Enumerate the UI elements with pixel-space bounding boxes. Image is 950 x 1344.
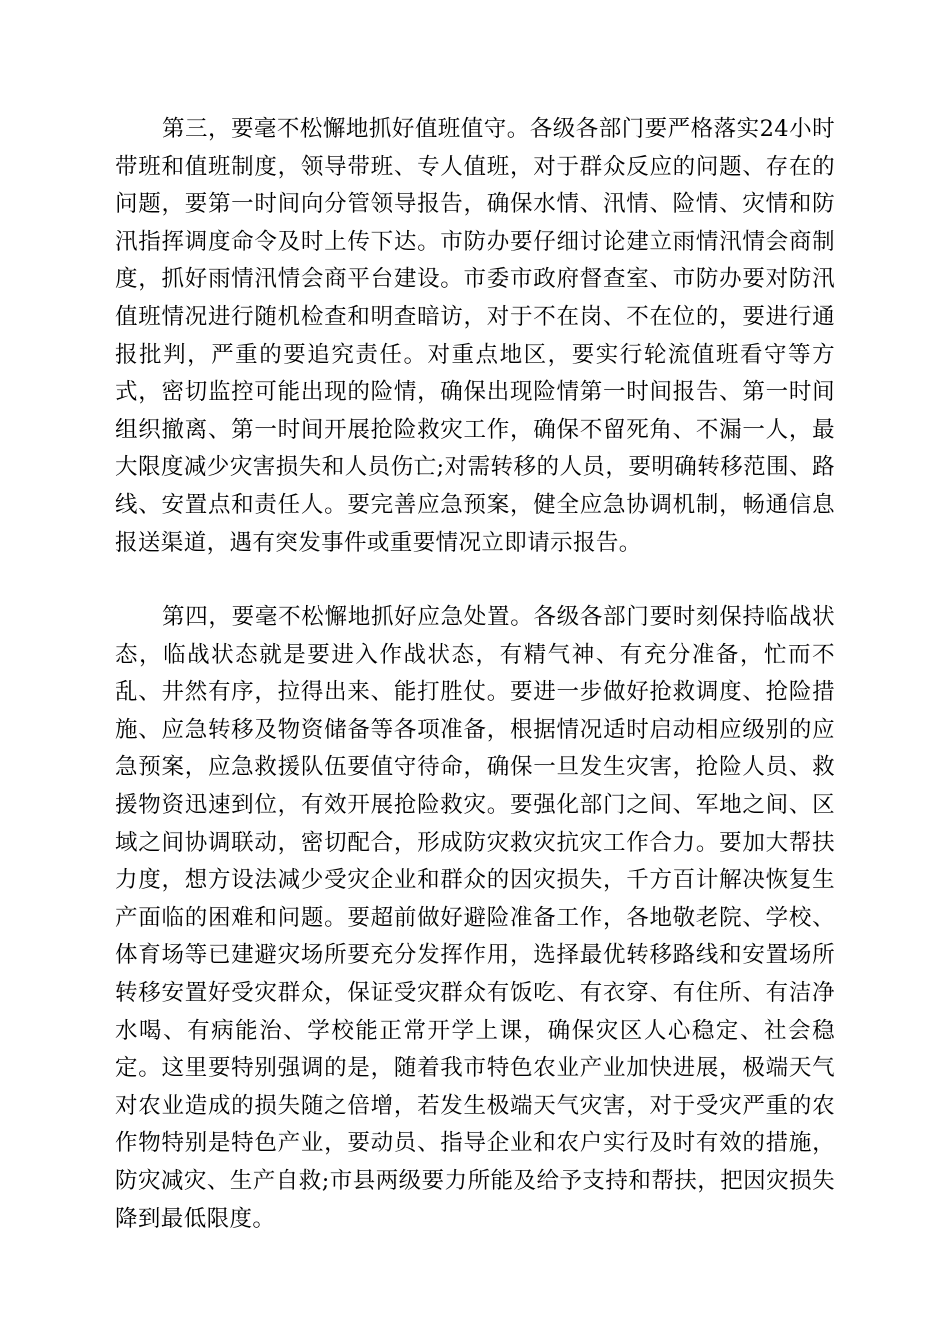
paragraph-fourth-emergency-response: 第四，要毫不松懈地抓好应急处置。各级各部门要时刻保持临战状态，临战状态就是要进入作战状态，有精气神、有充分准备，忙而不乱、井然有序，拉得出来、能打胜仗。要进一步做好抢救调度、抢险措施、应急转移及物资储备等各项准备，根据情况适时启动相应级别的应急预案，应急救援队伍要值守待命，确保一旦发生灾害，抢险人员、救援物资迅速到位，有效开展抢险救灾。要强化部门之间、军地之间、区域之间协调联动，密切配合，形成防灾救灾抗灾工作合力。要加大帮扶力度，想方设法减少受灾企业和群众的因灾损失，千方百计解决恢复生产面临的困难和问题。要超前做好避险准备工作，各地敬老院、学校、体育场等已建避灾场所要充分发挥作用，选择最优转移路线和安置场所转移安置好受灾群众，保证受灾群众有饭吃、有衣穿、有住所、有洁净水喝、有病能治、学校能正常开学上课，确保灾区人心稳定、社会稳定。这里要特别强调的是，随着我市特色农业产业加快进展，极端天气对农业造成的损失随之倍增，若发生极端天气灾害，对于受灾严重的农作物特别是特色产业，要动员、指导企业和农户实行及时有效的措施，防灾减灾、生产自救;市县两级要力所能及给予支持和帮扶，把因灾损失降到最低限度。 bbox=[115, 604, 835, 1232]
paragraph-third-duty-watch: 第三，要毫不松懈地抓好值班值守。各级各部门要严格落实24小时带班和值班制度，领导带班、专人值班，对于群众反应的问题、存在的问题，要第一时间向分管领导报告，确保水情、汛情、险情、灾情和防汛指挥调度命令及时上传下达。市防办要仔细讨论建立雨情汛情会商制度，抓好雨情汛情会商平台建设。市委市政府督查室、市防办要对防汛值班情况进行随机检查和明查暗访，对于不在岗、不在位的，要进行通报批判，严重的要追究责任。对重点地区，要实行轮流值班看守等方式，密切监控可能出现的险情，确保出现险情第一时间报告、第一时间组织撤离、第一时间开展抢险救灾工作，确保不留死角、不漏一人，最大限度减少灾害损失和人员伤亡;对需转移的人员，要明确转移范围、路线、安置点和责任人。要完善应急预案，健全应急协调机制，畅通信息报送渠道，遇有突发事件或重要情况立即请示报告。 bbox=[115, 116, 835, 556]
